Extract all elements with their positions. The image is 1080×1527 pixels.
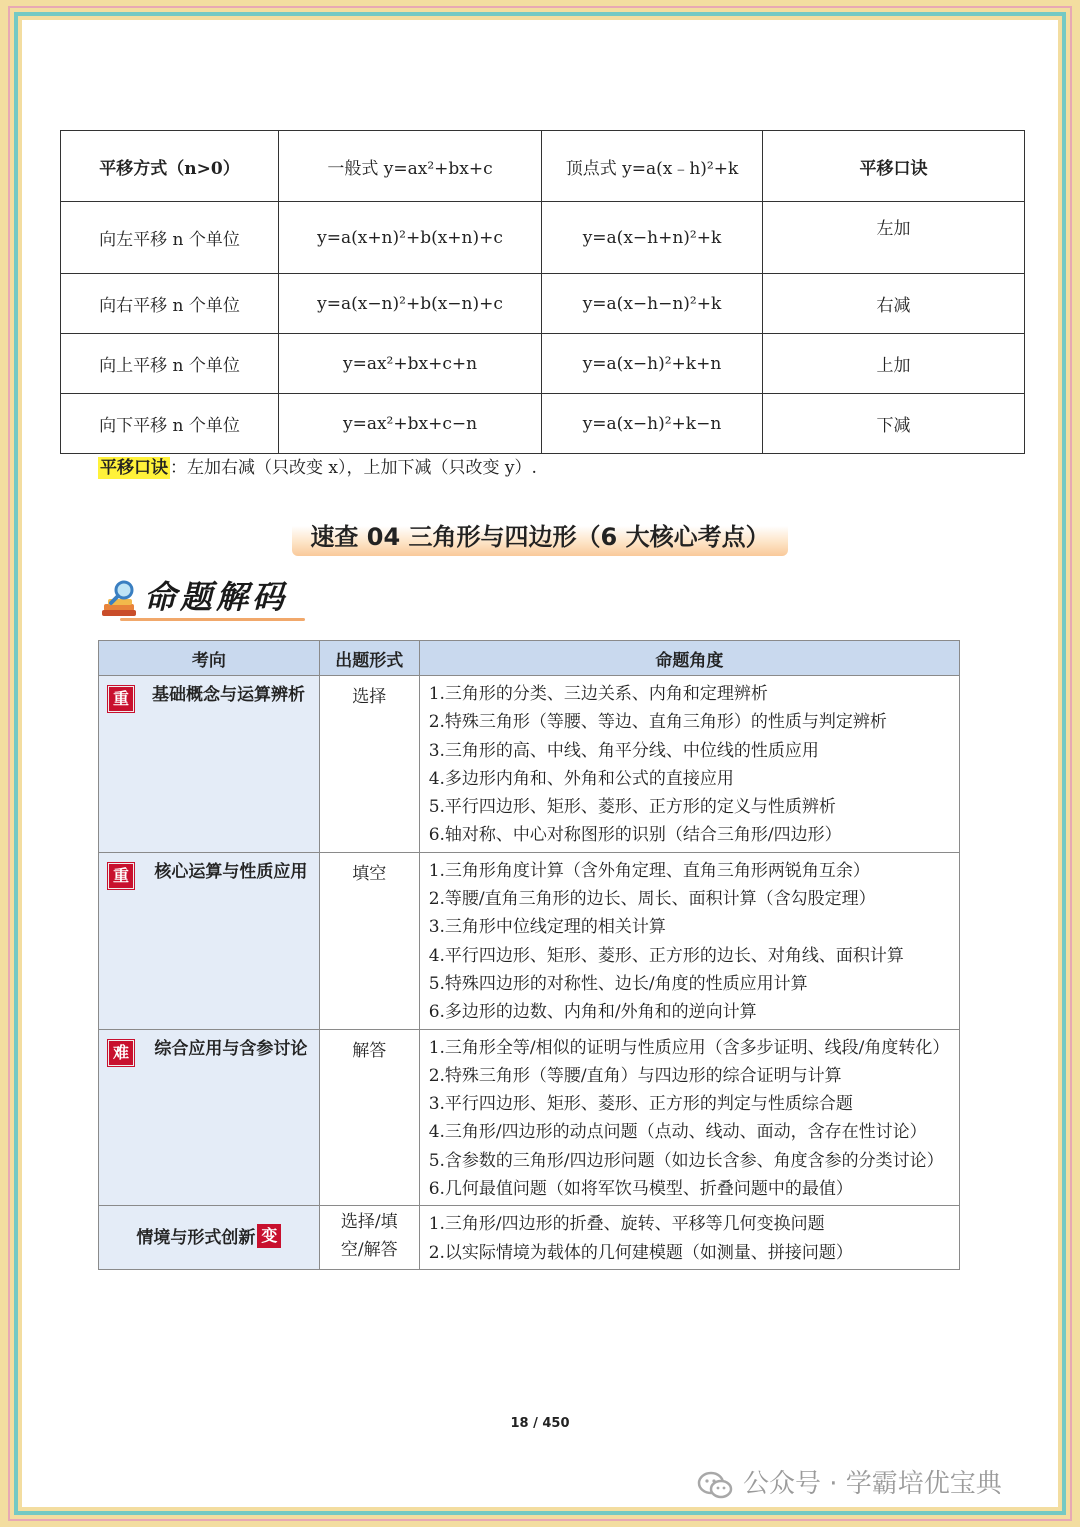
rule-text: ：左加右减（只改变 x），上加下减（只改变 y）. bbox=[170, 458, 537, 478]
table-cell: 向上平移 n 个单位 bbox=[61, 334, 279, 394]
angles-cell bbox=[419, 852, 959, 1029]
list-item: 4.多边形内角和、外角和公式的直接应用 bbox=[428, 768, 734, 789]
header-cell: 命题角度 bbox=[419, 641, 959, 676]
topic-cell bbox=[99, 1029, 320, 1206]
difficult-tag: 难 bbox=[108, 1040, 134, 1066]
table-cell: 右减 bbox=[763, 274, 1025, 334]
list-item: 5.平行四边形、矩形、菱形、正方形的定义与性质辨析 bbox=[428, 797, 836, 818]
table-row bbox=[61, 394, 1025, 454]
table-cell: 左加 bbox=[763, 202, 1025, 274]
angles-cell bbox=[419, 1206, 959, 1270]
topic-name: 综合应用与含参讨论 bbox=[154, 1038, 308, 1059]
topic-table-header bbox=[99, 641, 960, 676]
table-row bbox=[61, 334, 1025, 394]
angles-cell bbox=[419, 676, 959, 853]
table-cell: 上加 bbox=[763, 334, 1025, 394]
topic-name: 核心运算与性质应用 bbox=[154, 861, 308, 882]
list-item: 4.平行四边形、矩形、菱形、正方形的边长、对角线、面积计算 bbox=[428, 945, 904, 966]
key-tag: 重 bbox=[108, 686, 134, 712]
table-cell: y=a(x−h−n)²+k bbox=[542, 274, 763, 334]
table-row bbox=[99, 852, 960, 1029]
page-number: 18 / 450 bbox=[510, 1416, 570, 1431]
list-item: 2.特殊三角形（等腰、等边、直角三角形）的性质与判定辨析 bbox=[428, 712, 887, 733]
topic-cell bbox=[99, 852, 320, 1029]
table-row bbox=[99, 1029, 960, 1206]
table-row bbox=[99, 1206, 960, 1270]
table-cell: y=ax²+bx+c−n bbox=[279, 394, 542, 454]
list-item: 6.多边形的边数、内角和/外角和的逆向计算 bbox=[428, 1002, 757, 1023]
watermark bbox=[697, 1463, 1002, 1500]
key-tag: 重 bbox=[108, 863, 134, 889]
section-title bbox=[22, 513, 1058, 556]
translation-table-header bbox=[61, 131, 1025, 202]
header-cell: 出题形式 bbox=[319, 641, 419, 676]
table-row bbox=[61, 274, 1025, 334]
table-cell: y=a(x+n)²+b(x+n)+c bbox=[279, 202, 542, 274]
section-title-text: 速查 04 三角形与四边形（6 大核心考点） bbox=[292, 513, 787, 556]
change-tag: 变 bbox=[257, 1224, 281, 1248]
topic-table bbox=[98, 640, 960, 1270]
topic-cell bbox=[99, 1206, 320, 1270]
list-item: 3.三角形的高、中线、角平分线、中位线的性质应用 bbox=[428, 740, 819, 761]
table-cell: 向左平移 n 个单位 bbox=[61, 202, 279, 274]
decode-heading-text: 命题解码 bbox=[144, 578, 289, 616]
list-item: 5.含参数的三角形/四边形问题（如边长含参、角度含参的分类讨论） bbox=[428, 1150, 944, 1171]
header-cell: 平移口诀 bbox=[763, 131, 1025, 202]
list-item: 6.轴对称、中心对称图形的识别（结合三角形/四边形） bbox=[428, 825, 842, 846]
topic-name: 基础概念与运算辨析 bbox=[152, 685, 305, 705]
form-cell: 选择 bbox=[319, 676, 419, 853]
form-cell: 选择/填空/解答 bbox=[319, 1206, 419, 1270]
header-cell: 一般式 y=ax²+bx+c bbox=[279, 131, 542, 202]
wechat-icon bbox=[697, 1471, 733, 1499]
table-row bbox=[61, 202, 1025, 274]
table-cell: y=a(x−h+n)²+k bbox=[542, 202, 763, 274]
translation-table bbox=[60, 130, 1025, 454]
header-cell: 顶点式 y=a(x﹣h)²+k bbox=[542, 131, 763, 202]
list-item: 2.以实际情境为载体的几何建模题（如测量、拼接问题） bbox=[428, 1242, 853, 1263]
header-cell: 平移方式（n>0） bbox=[61, 131, 279, 202]
table-row bbox=[99, 676, 960, 853]
decode-underline bbox=[120, 618, 305, 621]
document-page bbox=[22, 20, 1058, 1507]
decode-heading bbox=[100, 570, 310, 622]
table-cell: y=a(x−h)²+k−n bbox=[542, 394, 763, 454]
table-cell: 向右平移 n 个单位 bbox=[61, 274, 279, 334]
translation-rule bbox=[98, 453, 537, 478]
table-cell: y=ax²+bx+c+n bbox=[279, 334, 542, 394]
form-cell: 填空 bbox=[319, 852, 419, 1029]
list-item: 2.等腰/直角三角形的边长、周长、面积计算（含勾股定理） bbox=[428, 889, 876, 910]
list-item: 1.三角形全等/相似的证明与性质应用（含多步证明、线段/角度转化） bbox=[428, 1037, 950, 1058]
list-item: 2.特殊三角形（等腰/直角）与四边形的综合证明与计算 bbox=[428, 1065, 842, 1086]
angles-cell bbox=[419, 1029, 959, 1206]
topic-name: 情境与形式创新 bbox=[136, 1227, 256, 1248]
rule-label: 平移口诀 bbox=[100, 458, 168, 478]
list-item: 1.三角形的分类、三边关系、内角和定理辨析 bbox=[428, 684, 768, 704]
topic-cell bbox=[99, 676, 320, 853]
list-item: 3.三角形中位线定理的相关计算 bbox=[428, 917, 666, 938]
watermark-text: 公众号 · 学霸培优宝典 bbox=[743, 1469, 1002, 1499]
list-item: 1.三角形角度计算（含外角定理、直角三角形两锐角互余） bbox=[428, 860, 870, 881]
table-cell: y=a(x−h)²+k+n bbox=[542, 334, 763, 394]
table-cell: 下减 bbox=[763, 394, 1025, 454]
header-cell: 考向 bbox=[99, 641, 320, 676]
topic-name-wrap bbox=[100, 1224, 318, 1252]
form-cell: 解答 bbox=[319, 1029, 419, 1206]
list-item: 1.三角形/四边形的折叠、旋转、平移等几何变换问题 bbox=[428, 1214, 825, 1235]
list-item: 4.三角形/四边形的动点问题（点动、线动、面动，含存在性讨论） bbox=[428, 1122, 927, 1143]
books-magnifier-icon bbox=[100, 578, 144, 618]
table-cell: y=a(x−n)²+b(x−n)+c bbox=[279, 274, 542, 334]
list-item: 3.平行四边形、矩形、菱形、正方形的判定与性质综合题 bbox=[428, 1094, 853, 1115]
list-item: 5.特殊四边形的对称性、边长/角度的性质应用计算 bbox=[428, 973, 808, 994]
table-cell: 向下平移 n 个单位 bbox=[61, 394, 279, 454]
list-item: 6.几何最值问题（如将军饮马模型、折叠问题中的最值） bbox=[428, 1179, 853, 1200]
